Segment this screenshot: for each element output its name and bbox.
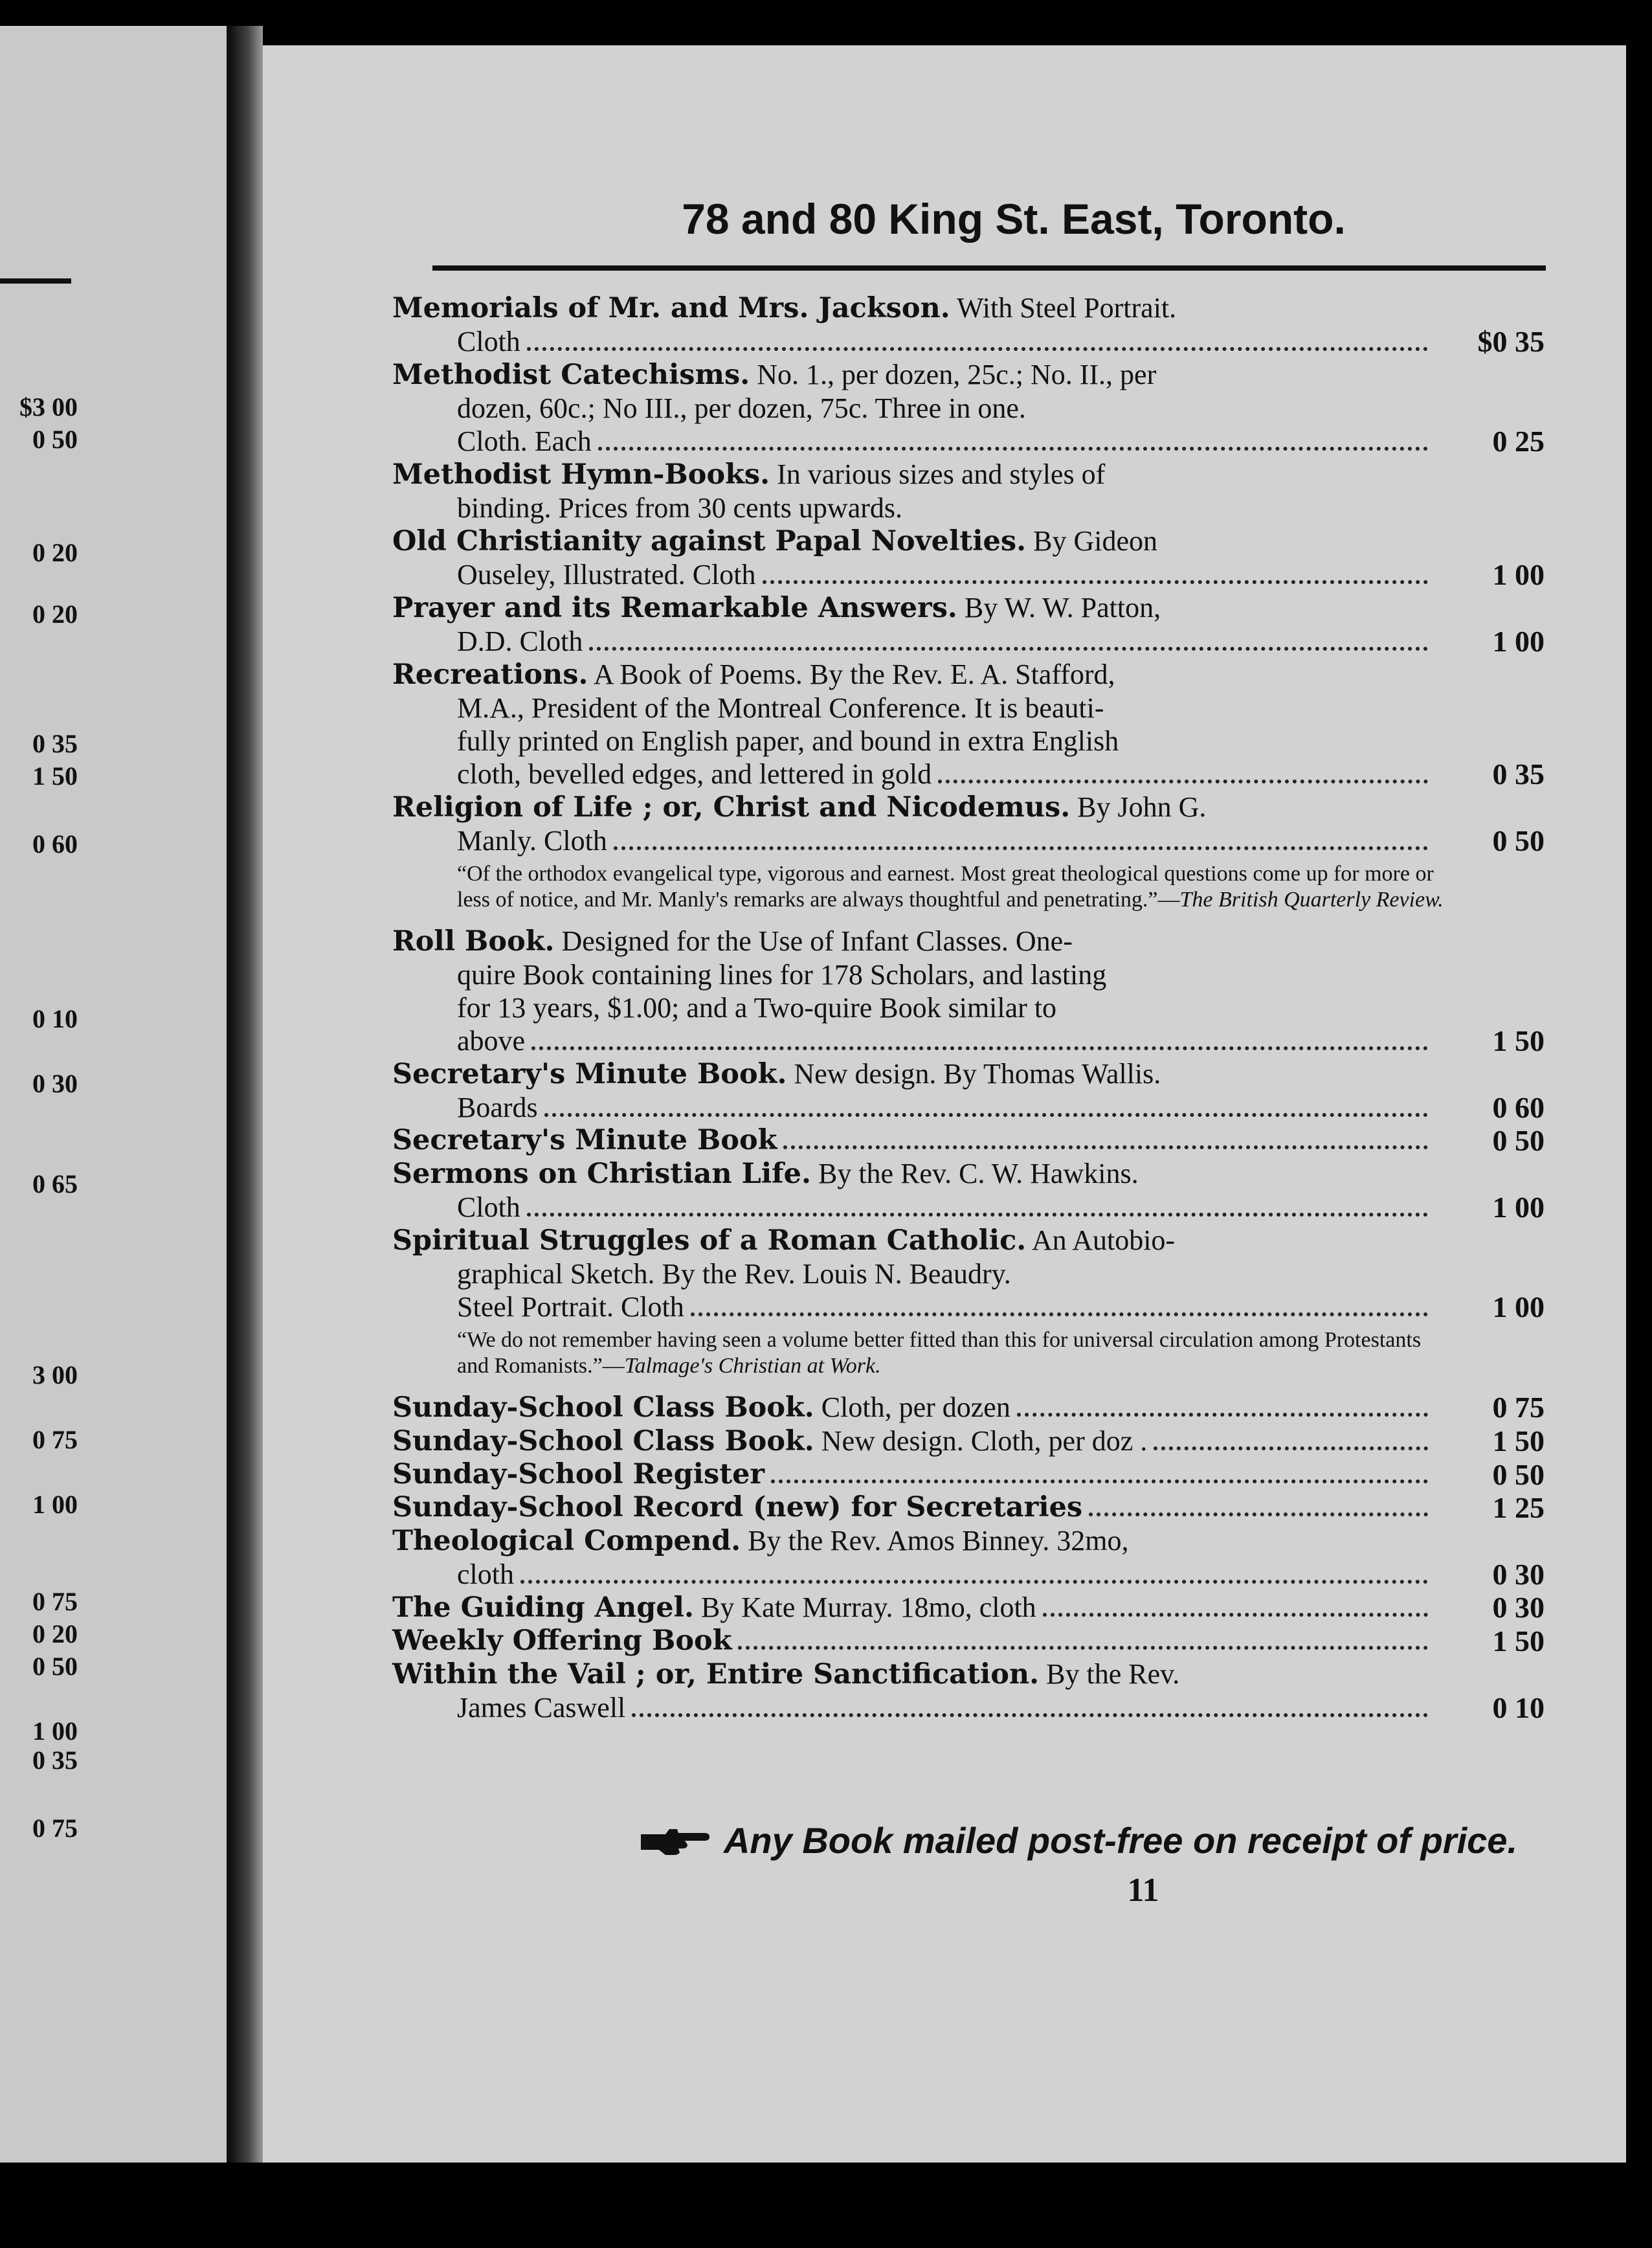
left-price: 0 35 [32, 1746, 78, 1775]
quote-source: Talmage's Christian at Work. [624, 1354, 881, 1378]
previous-page-rule [0, 278, 71, 284]
book-title: The Guiding Angel. [392, 1591, 694, 1624]
book-price: 1 50 [1492, 1424, 1545, 1457]
left-price: 1 00 [32, 1490, 78, 1519]
book-details: In various sizes and styles of [770, 458, 1106, 490]
book-binding: Ouseley, Illustrated. Cloth [457, 559, 756, 590]
book-title: Weekly Offering Book [392, 1624, 732, 1657]
book-title: Theological Compend. [392, 1525, 741, 1557]
book-price: 0 30 [1492, 1558, 1545, 1591]
book-entry [392, 791, 1545, 913]
book-title: Spiritual Struggles of a Roman Catholic. [392, 1224, 1027, 1257]
book-entry [392, 458, 1545, 524]
book-details: By the Rev. Amos Binney. 32mo, [741, 1525, 1129, 1557]
book-details: dozen, 60c.; No III., per dozen, 75c. Three in one. [457, 392, 1026, 424]
book-title: Sunday-School Record (new) for Secretaries [392, 1491, 1083, 1523]
previous-page-fragment [0, 26, 230, 2163]
left-price: 0 20 [32, 600, 78, 629]
left-price: 0 75 [32, 1425, 78, 1454]
book-binding: Steel Portrait. Cloth [457, 1291, 684, 1323]
book-title: Roll Book. [392, 925, 555, 958]
book-price: 0 10 [1492, 1691, 1545, 1724]
book-details: for 13 years, $1.00; and a Two-quire Book similar to [457, 992, 1057, 1024]
book-price: 0 50 [1492, 824, 1545, 857]
book-details: With Steel Portrait. [950, 292, 1177, 324]
book-price: 1 00 [1492, 1290, 1545, 1323]
book-details: By Gideon [1026, 525, 1157, 557]
book-details: By John G. [1070, 791, 1207, 823]
book-title: Sermons on Christian Life. [392, 1158, 811, 1190]
book-title: Recreations. [392, 658, 588, 691]
left-price: 0 50 [32, 425, 78, 454]
book-details: By Kate Murray. 18mo, cloth [693, 1591, 1036, 1623]
book-entry [392, 1391, 1545, 1424]
catalog-page [263, 45, 1626, 2163]
book-title: Old Christianity against Papal Novelties. [392, 525, 1027, 557]
book-title: Memorials of Mr. and Mrs. Jackson. [392, 292, 950, 324]
book-details: binding. Prices from 30 cents upwards. [457, 492, 902, 524]
left-price: 0 75 [32, 1814, 78, 1843]
review-quote [392, 1327, 1545, 1379]
book-details: New design. Cloth, per doz . [814, 1425, 1148, 1457]
book-title: Sunday-School Register [392, 1458, 765, 1490]
book-binding: Cloth. Each [457, 425, 592, 457]
review-quote [392, 861, 1545, 913]
book-details: A Book of Poems. By the Rev. E. A. Stafford, [588, 658, 1115, 690]
quote-source: The British Quarterly Review. [1179, 888, 1444, 912]
left-price: 0 30 [32, 1069, 78, 1098]
pointing-hand-icon [640, 1823, 711, 1865]
book-price: 1 50 [1492, 1624, 1545, 1658]
left-price: 1 50 [32, 761, 78, 791]
book-details: Designed for the Use of Infant Classes. One- [554, 925, 1073, 957]
book-list [392, 291, 1545, 1724]
mailing-notice-text: Any Book mailed post-free on receipt of price. [723, 1820, 1517, 1861]
book-details: No. 1., per dozen, 25c.; No. II., per [750, 359, 1157, 390]
book-binding: Cloth [457, 1191, 520, 1223]
mailing-notice [561, 1819, 1596, 1865]
left-price: 0 60 [32, 829, 78, 859]
page-header: 78 and 80 King St. East, Toronto. [682, 195, 1346, 243]
book-binding: Manly. Cloth [457, 825, 607, 857]
book-details: By W. W. Patton, [957, 592, 1161, 624]
book-details: An Autobio- [1026, 1224, 1176, 1256]
book-title: Methodist Catechisms. [392, 359, 750, 391]
book-binding: Cloth [457, 326, 520, 357]
book-price: 0 25 [1492, 425, 1545, 458]
book-title: Prayer and its Remarkable Answers. [392, 592, 957, 624]
book-price: 0 30 [1492, 1591, 1545, 1624]
book-entry [392, 291, 1545, 358]
book-price: 0 60 [1492, 1091, 1545, 1124]
book-title: Sunday-School Class Book. [392, 1425, 814, 1457]
book-price: $0 35 [1477, 325, 1545, 358]
book-entry [392, 1591, 1545, 1624]
book-price: 1 00 [1492, 1191, 1545, 1224]
book-price: 0 35 [1492, 758, 1545, 791]
book-entry [392, 925, 1545, 1057]
book-entry [392, 591, 1545, 658]
book-details: M.A., President of the Montreal Conference. It is beauti- [457, 692, 1104, 724]
page-number: 11 [1127, 1872, 1159, 1909]
left-price: 0 10 [32, 1004, 78, 1033]
book-details: New design. By Thomas Wallis. [787, 1058, 1161, 1090]
book-entry [392, 1658, 1545, 1724]
book-entry [392, 658, 1545, 791]
book-price: 1 25 [1492, 1491, 1545, 1524]
book-details: By the Rev. C. W. Hawkins. [810, 1158, 1139, 1189]
left-price: 3 00 [32, 1360, 78, 1389]
book-details: fully printed on English paper, and bound in extra English [457, 725, 1119, 757]
book-price: 1 00 [1492, 558, 1545, 591]
book-binding: Boards [457, 1092, 538, 1123]
book-binding: James Caswell [457, 1692, 626, 1724]
book-details: By the Rev. [1039, 1658, 1180, 1690]
quote-text: “Of the orthodox evangelical type, vigorous and earnest. Most great theological questions come up for more or less of notice, and Mr. Manly's remarks are always thoughtful and penetrating.”— [457, 862, 1434, 912]
left-price: 0 65 [32, 1169, 78, 1198]
book-price: 0 75 [1492, 1391, 1545, 1424]
book-price: 0 50 [1492, 1124, 1545, 1157]
book-price: 0 50 [1492, 1458, 1545, 1491]
book-binding: above [457, 1025, 526, 1057]
book-entry [392, 524, 1545, 591]
left-price: 1 00 [32, 1716, 78, 1746]
book-price: 1 00 [1492, 625, 1545, 658]
book-entry [392, 1224, 1545, 1379]
left-price: $3 00 [19, 392, 78, 422]
book-entry [392, 1424, 1545, 1458]
book-entry [392, 358, 1545, 458]
left-price: 0 50 [32, 1652, 78, 1681]
book-title: Sunday-School Class Book. [392, 1391, 814, 1424]
left-price: 0 75 [32, 1587, 78, 1616]
book-details: quire Book containing lines for 178 Scholars, and lasting [457, 959, 1107, 991]
left-price: 0 35 [32, 729, 78, 758]
book-title: Methodist Hymn-Books. [392, 458, 770, 491]
quote-text: “We do not remember having seen a volume better fitted than this for universal circulation among Protestants and Romanists.”— [457, 1328, 1422, 1378]
book-details: Cloth, per dozen [814, 1391, 1010, 1423]
book-price: 1 50 [1492, 1024, 1545, 1057]
left-price: 0 20 [32, 1619, 78, 1648]
header-rule [432, 265, 1546, 271]
book-binding: cloth, bevelled edges, and lettered in gold [457, 758, 932, 790]
book-details: graphical Sketch. By the Rev. Louis N. Beaudry. [457, 1258, 1011, 1290]
book-entry [392, 1524, 1545, 1591]
book-entry [392, 1057, 1545, 1124]
book-title: Secretary's Minute Book [392, 1124, 777, 1156]
left-price: 0 20 [32, 538, 78, 567]
book-entry [392, 1624, 1545, 1658]
book-title: Within the Vail ; or, Entire Sanctification. [392, 1658, 1040, 1691]
book-gutter [230, 26, 263, 2163]
book-title: Secretary's Minute Book. [392, 1058, 787, 1090]
book-entry [392, 1124, 1545, 1157]
book-entry [392, 1157, 1545, 1224]
book-binding: D.D. Cloth [457, 625, 583, 657]
book-binding: cloth [457, 1558, 514, 1590]
book-entry [392, 1491, 1545, 1524]
book-entry [392, 1458, 1545, 1491]
book-title: Religion of Life ; or, Christ and Nicodemus. [392, 791, 1071, 824]
